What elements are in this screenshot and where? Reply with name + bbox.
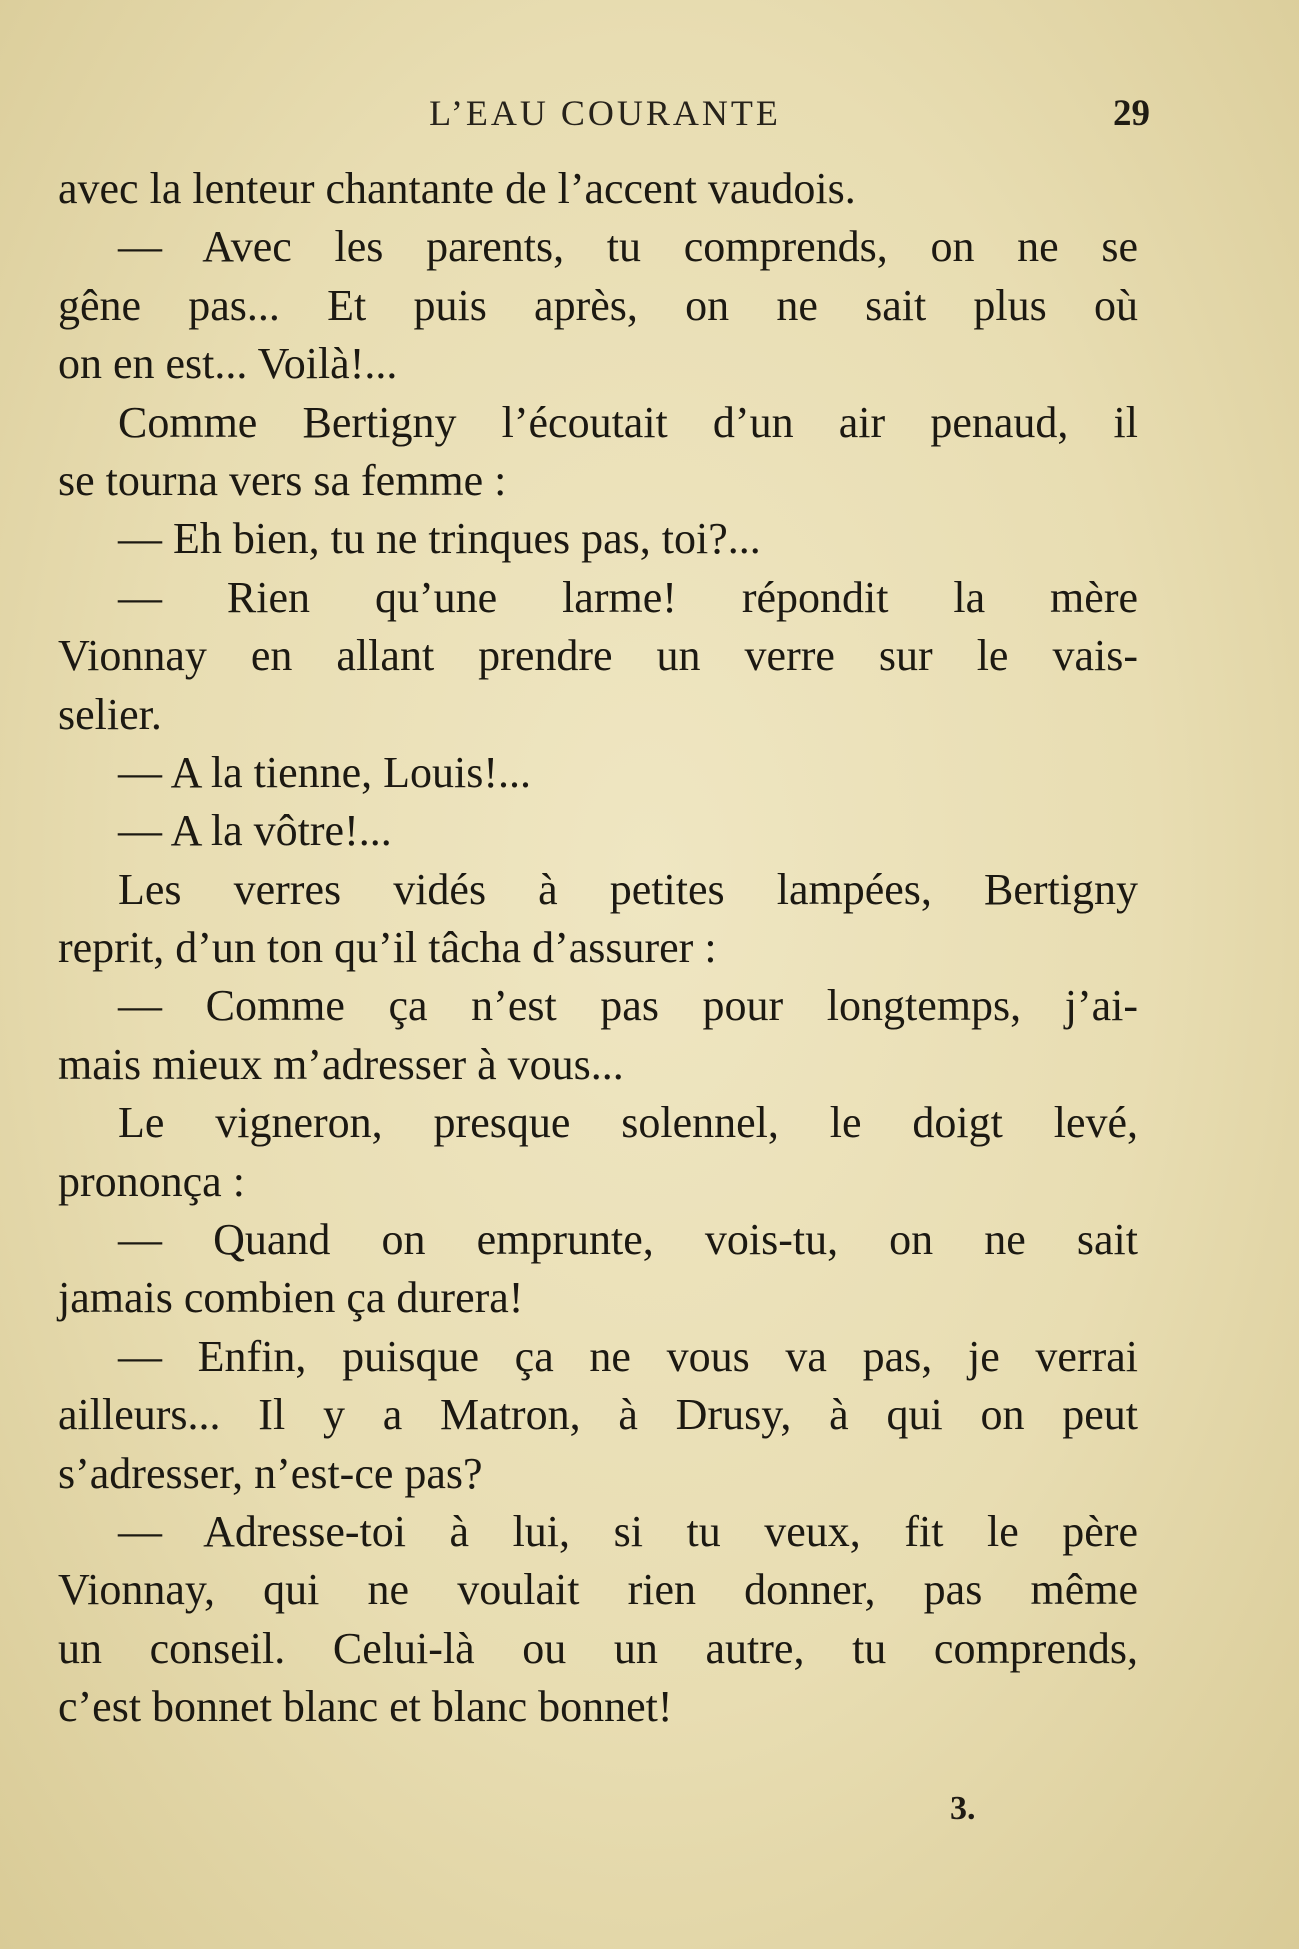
page-number: 29 — [1113, 93, 1150, 134]
text-line: — Eh bien, tu ne trinques pas, toi?... — [118, 514, 761, 564]
text-line: Vionnay, qui ne voulait rien donner, pas même — [58, 1565, 1138, 1615]
text-line: ailleurs... Il y a Matron, à Drusy, à qui on peut — [58, 1390, 1138, 1440]
text-line: s’adresser, n’est-ce pas? — [58, 1448, 483, 1498]
page-header — [60, 92, 1150, 142]
text-line: Les verres vidés à petites lampées, Bertigny — [118, 864, 1138, 914]
text-line: avec la lenteur chantante de l’accent vaudois. — [58, 164, 856, 213]
text-line: Comme Bertigny l’écoutait d’un air penaud, il — [118, 397, 1138, 447]
text-line: — Enfin, puisque ça ne vous va pas, je verrai — [118, 1331, 1138, 1381]
text-line: — Rien qu’une larme! répondit la mère — [118, 572, 1138, 622]
body-text — [58, 160, 1138, 1737]
signature-mark: 3. — [950, 1790, 976, 1827]
text-line: on en est... Voilà!... — [58, 339, 398, 389]
text-line: — A la tienne, Louis!... — [118, 747, 532, 797]
text-line: gêne pas... Et puis après, on ne sait plus où — [58, 280, 1138, 330]
text-line: Le vigneron, presque solennel, le doigt levé, — [118, 1098, 1138, 1148]
text-line: reprit, d’un ton qu’il tâcha d’assurer : — [58, 923, 717, 973]
text-line: — Adresse-toi à lui, si tu veux, fit le père — [118, 1506, 1138, 1556]
text-line: mais mieux m’adresser à vous... — [58, 1039, 624, 1089]
text-line: un conseil. Celui-là ou un autre, tu comprends, — [58, 1623, 1138, 1673]
text-line: jamais combien ça durera! — [58, 1273, 524, 1323]
text-line: se tourna vers sa femme : — [58, 455, 507, 505]
text-line: — Quand on emprunte, vois-tu, on ne sait — [118, 1215, 1138, 1265]
text-line: — A la vôtre!... — [118, 806, 392, 856]
text-line: selier. — [58, 689, 162, 739]
text-line: prononça : — [58, 1156, 245, 1206]
running-title: L’EAU COURANTE — [429, 93, 781, 133]
text-line: — Comme ça n’est pas pour longtemps, j’ai- — [118, 981, 1138, 1031]
text-line: c’est bonnet blanc et blanc bonnet! — [58, 1682, 673, 1732]
text-line: — Avec les parents, tu comprends, on ne se — [118, 222, 1138, 272]
text-line: Vionnay en allant prendre un verre sur le vais- — [58, 631, 1138, 681]
